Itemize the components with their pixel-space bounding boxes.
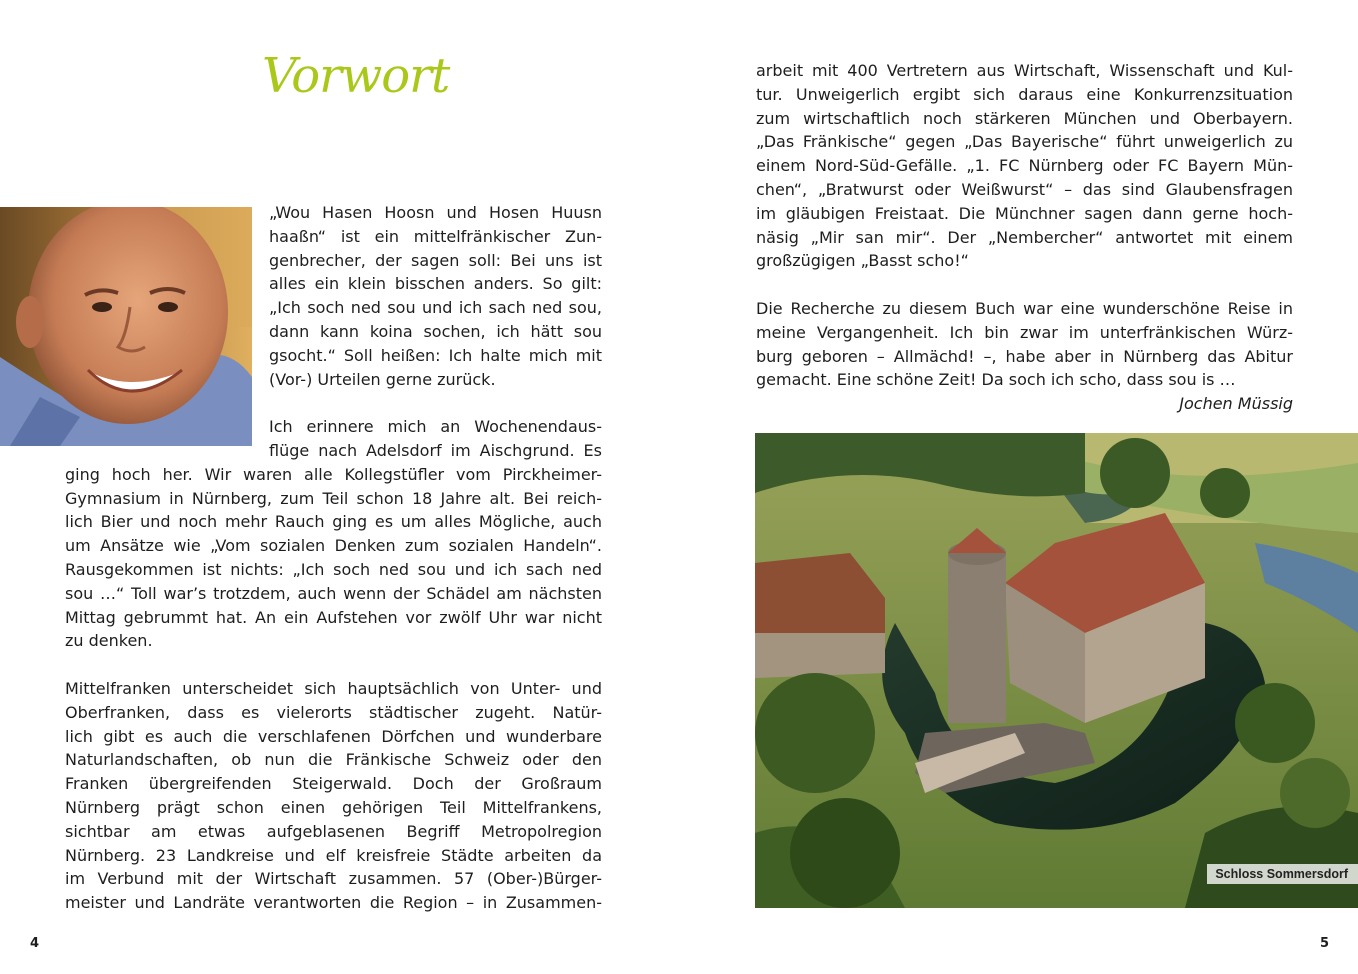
castle-photo — [755, 433, 1358, 908]
text-line: Mittag gebrummt hat. An ein Aufstehen vor zwölf Uhr war nicht — [65, 607, 602, 627]
text-line: Mittelfranken unterscheidet sich hauptsächlich von Unter- und — [65, 678, 602, 698]
text-line: näsig „Mir san mir“. Der „Nembercher“ antwortet mit einem — [756, 227, 1293, 247]
paragraph-gap — [65, 653, 602, 677]
paragraph-gap — [269, 391, 602, 415]
text-line: haaßn“ ist ein mittelfränkischer Zun- — [269, 226, 602, 246]
page-title: Vorwort — [262, 48, 450, 104]
text-line: großzügigen „Basst scho!“ — [756, 251, 969, 271]
text-line: im Verbund mit der Wirtschaft zusammen. 57 (Ober-)Bürger- — [65, 869, 602, 889]
text-line: meine Vergangenheit. Ich bin zwar im unterfränkischen Würz- — [756, 322, 1293, 342]
text-line: flüge nach Adelsdorf im Aischgrund. Es — [269, 440, 602, 460]
intro-paragraphs — [269, 201, 602, 463]
text-line: chen“, „Bratwurst oder Weißwurst“ – das sind Glaubensfragen — [756, 179, 1293, 199]
text-line: gsocht.“ Soll heißen: Ich halte mich mit — [269, 345, 602, 365]
text-line: Franken übergreifenden Steigerwald. Doch der Großraum — [65, 774, 602, 794]
text-line: um Ansätze wie „Vom sozialen Denken zum sozialen Handeln“. — [65, 536, 602, 556]
text-line: einem Nord-Süd-Gefälle. „1. FC Nürnberg oder FC Bayern Mün- — [756, 156, 1293, 176]
text-line: „Wou Hasen Hoosn und Hosen Huusn — [269, 203, 602, 222]
text-line: burg geboren – Allmächd! –, habe aber in Nürnberg das Abitur — [756, 346, 1293, 366]
text-line: lich Bier und noch mehr Rauch ging es um alles Mögliche, auch — [65, 512, 602, 532]
text-line: dann kann koina sochen, ich hätt sou — [269, 321, 602, 341]
text-line: Oberfranken, dass es vielerorts städtischer zugeht. Natür- — [65, 702, 602, 722]
text-line: „Das Fränkische“ gegen „Das Bayerische“ führt unweigerlich zu — [756, 132, 1293, 152]
text-line: (Vor-) Urteilen gerne zurück. — [269, 369, 496, 389]
text-line: lich gibt es auch die verschlafenen Dörfchen und wunderbare — [65, 726, 602, 746]
text-line: zu denken. — [65, 631, 153, 651]
text-line: genbrecher, der sagen soll: Bei uns ist — [269, 250, 602, 270]
text-line: arbeit mit 400 Vertretern aus Wirtschaft, Wissenschaft und Kul- — [756, 61, 1293, 80]
text-line: zum wirtschaftlich noch stärkeren München und Oberbayern. — [756, 108, 1293, 128]
body-paragraphs — [65, 463, 602, 915]
paragraph-gap — [756, 273, 1293, 297]
text-line: gemacht. Eine schöne Zeit! Da soch ich scho, dass sou is … — [756, 370, 1236, 390]
text-line: Ich erinnere mich an Wochenendaus- — [269, 417, 602, 437]
photo-caption: Schloss Sommersdorf — [1207, 864, 1358, 884]
page-number-right: 5 — [1320, 936, 1330, 951]
text-line: Nürnberg. 23 Landkreise und elf kreisfreie Städte arbeiten da — [65, 845, 602, 865]
text-line: tur. Unweigerlich ergibt sich daraus eine Konkurrenzsituation — [756, 84, 1293, 104]
text-line: Rausgekommen ist nichts: „Ich soch ned sou und ich sach ned — [65, 559, 602, 579]
text-line: Naturlandschaften, ob nun die Fränkische Schweiz oder den — [65, 750, 602, 770]
right-paragraphs — [756, 59, 1293, 416]
text-line: Gymnasium in Nürnberg, zum Teil schon 18 Jahre alt. Bei reich- — [65, 488, 602, 508]
text-line: Die Recherche zu diesem Buch war eine wunderschöne Reise in — [756, 298, 1293, 318]
text-line: sichtbar am etwas aufgeblasenen Begriff Metropolregion — [65, 821, 602, 841]
text-line: alles ein klein bisschen anders. So gilt: — [269, 274, 602, 294]
text-line: Nürnberg prägt schon einen gehörigen Teil Mittelfrankens, — [65, 797, 602, 817]
text-line: ging hoch her. Wir waren alle Kollegstüfler vom Pirckheimer- — [65, 464, 602, 484]
text-line: im gläubigen Freistaat. Die Münchner sagen dann gerne hoch- — [756, 203, 1293, 223]
page-number-left: 4 — [30, 936, 40, 951]
text-line: meister und Landräte verantworten die Region – in Zusammen- — [65, 893, 602, 913]
text-line: sou …“ Toll war’s trotzdem, auch wenn der Schädel am nächsten — [65, 583, 602, 603]
text-line: „Ich soch ned sou und ich sach ned sou, — [269, 298, 602, 318]
author-portrait — [0, 207, 252, 446]
author-signature: Jochen Müssig — [1179, 394, 1293, 414]
